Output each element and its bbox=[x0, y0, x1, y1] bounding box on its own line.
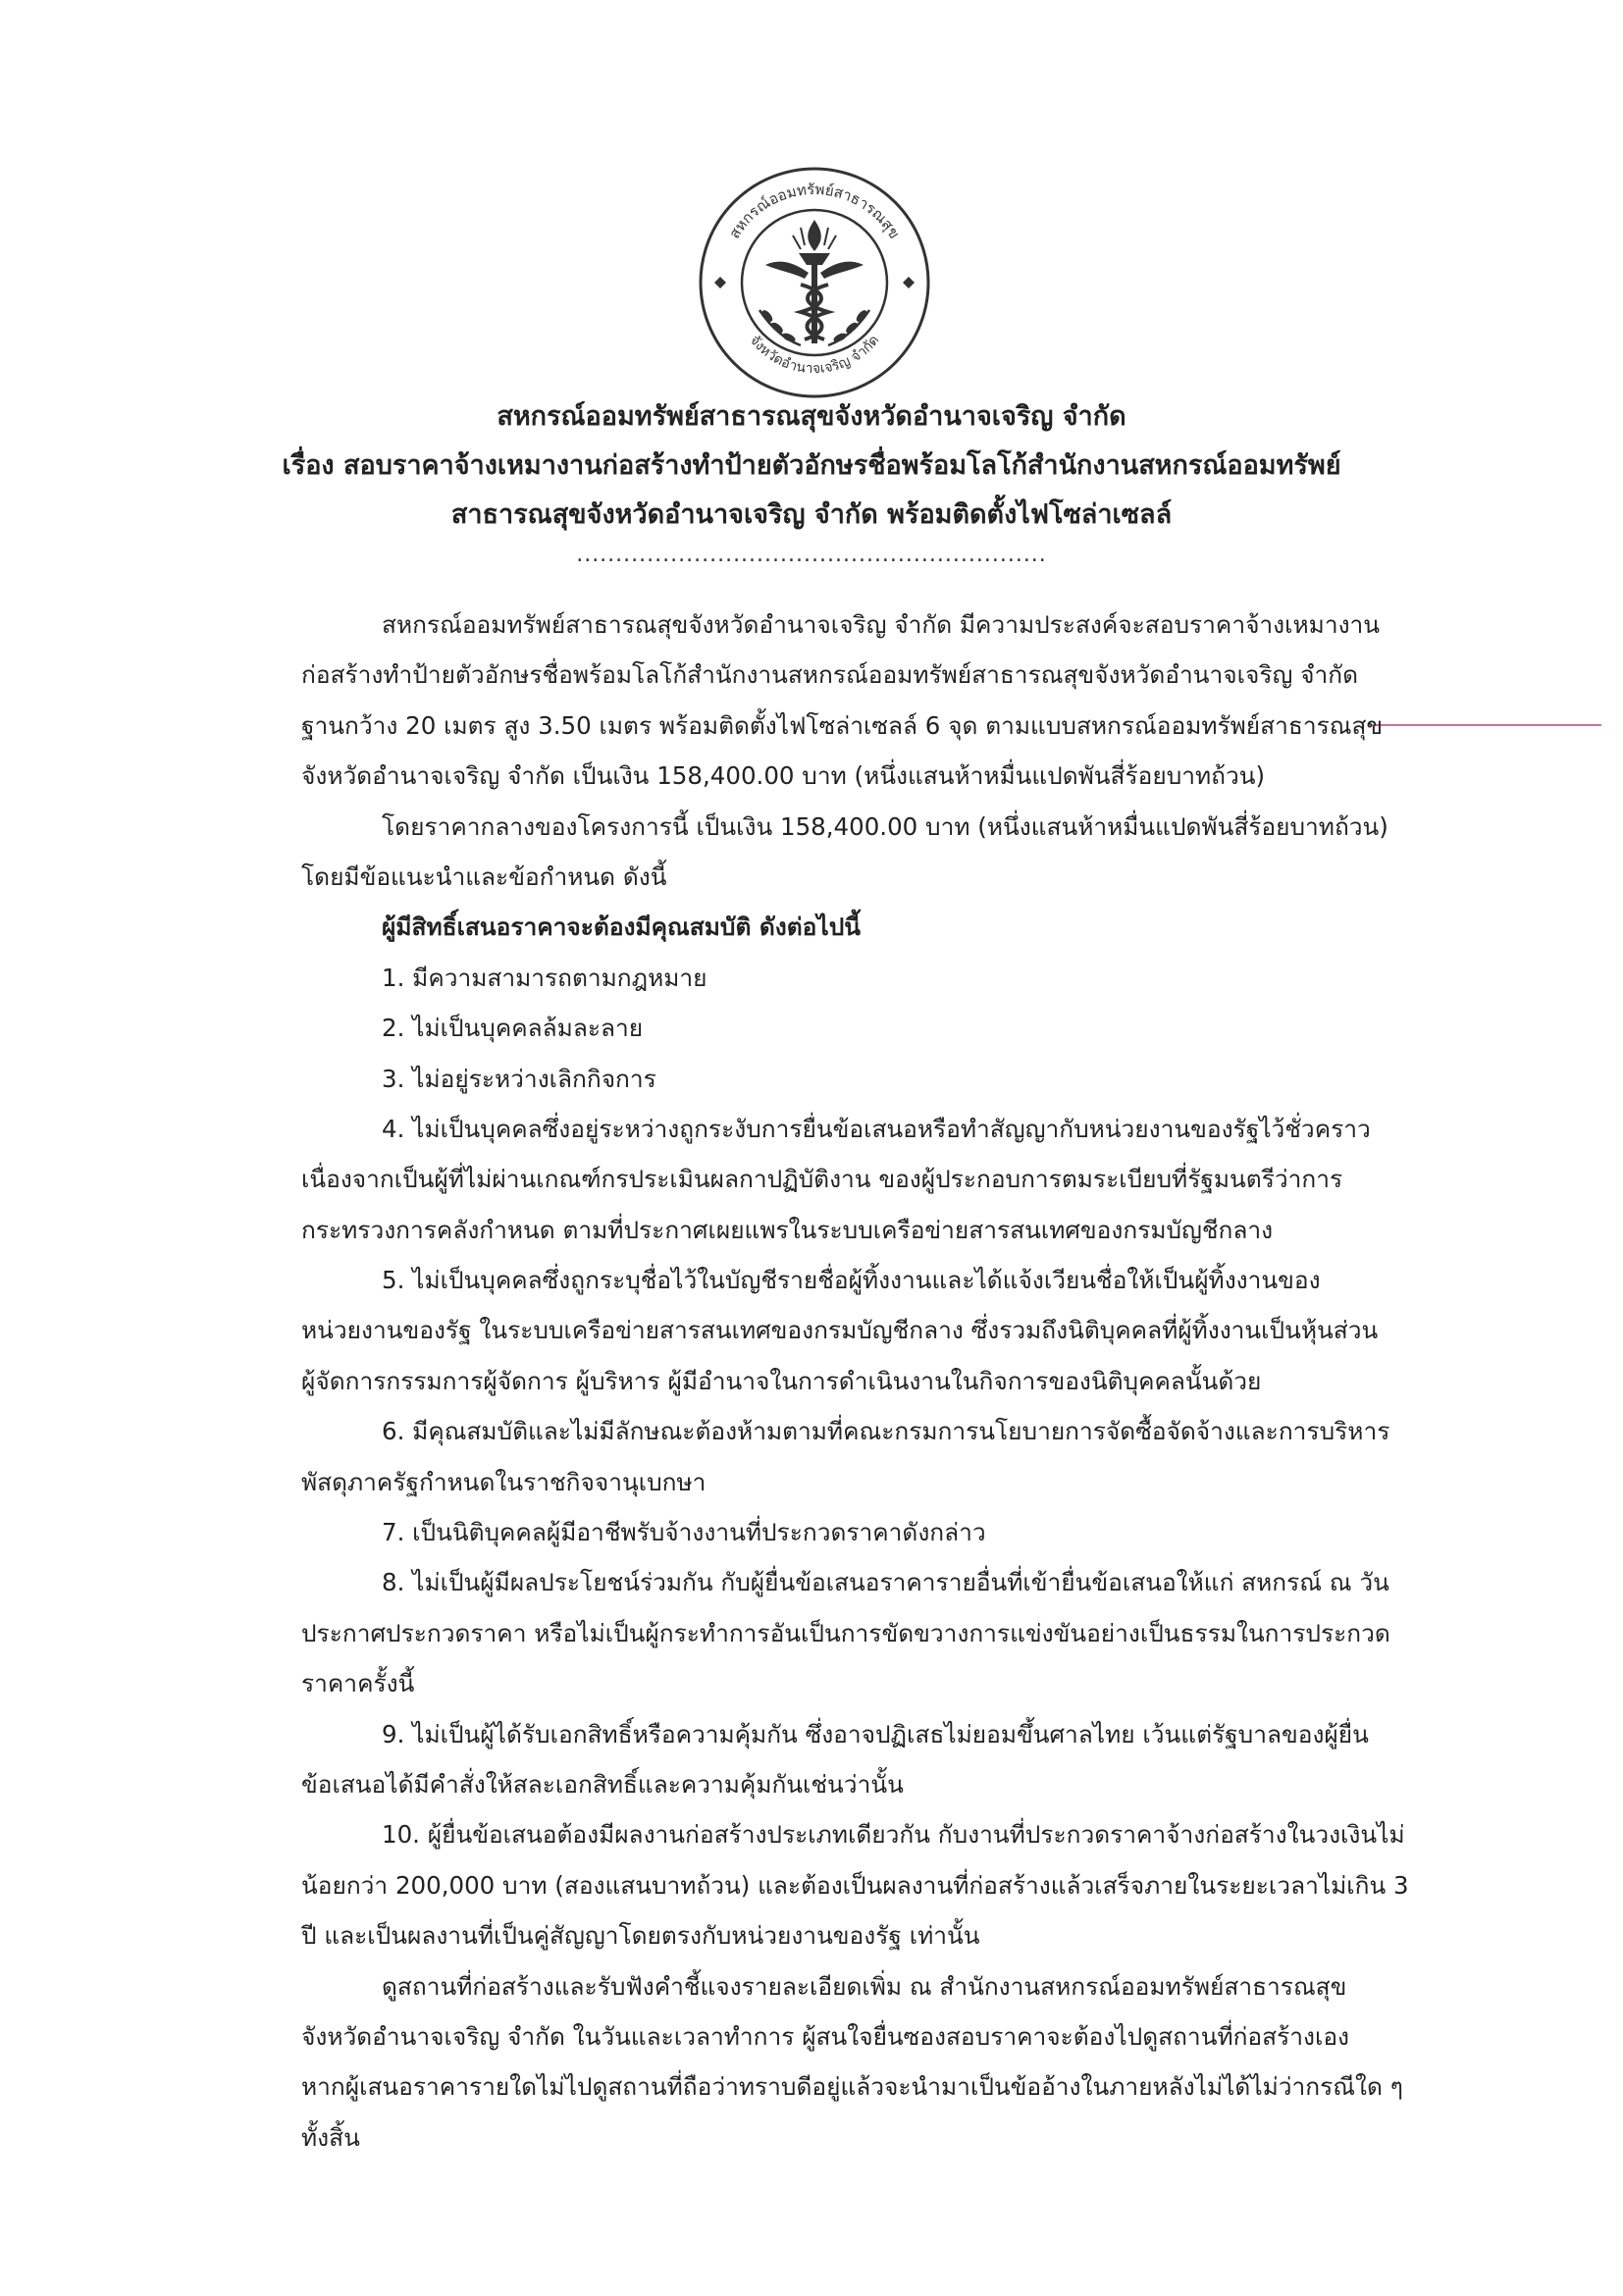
item-line: กระทรวงการคลังกำหนด ตามที่ประกาศเผยแพรในระบบเครือข่ายสารสนเทศของกรมบัญชีกลาง bbox=[301, 1215, 1274, 1244]
item-line: หน่วยงานของรัฐ ในระบบเครือข่ายสารสนเทศของกรมบัญชีกลาง ซึ่งรวมถึงนิติบุคคลที่ผู้ทิ้งงานเป็นหุ้นส่วน bbox=[301, 1316, 1379, 1345]
item-line: ราคาครั้งนี้ bbox=[301, 1669, 415, 1698]
median-price-line: โดยมีข้อแนะนำและข้อกำหนด ดังนี้ bbox=[301, 861, 667, 891]
intro-line: ฐานกว้าง 20 เมตร สูง 3.50 เมตร พร้อมติดตั้งไฟโซล่าเซลล์ 6 จุด ตามแบบสหกรณ์ออมทรัพย์สาธารณสุข bbox=[301, 710, 1384, 740]
title-separator: ............................................................ bbox=[576, 543, 1047, 567]
site-visit-line: ดูสถานที่ก่อสร้างและรับฟังคำชี้แจงรายละเอียดเพิ่ม ณ สำนักงานสหกรณ์ออมทรัพย์สาธารณสุข bbox=[382, 1971, 1347, 2001]
intro-line: จังหวัดอำนาจเจริญ จำกัด เป็นเงิน 158,400.00 บาท (หนึ่งแสนห้าหมื่นแปดพันสี่ร้อยบาทถ้วน) bbox=[301, 761, 1266, 791]
site-visit-paragraph bbox=[301, 1961, 1479, 2164]
title-line-3: สาธารณสุขจังหวัดอำนาจเจริญ จำกัด พร้อมติดตั้งไฟโซล่าเซลล์ bbox=[450, 499, 1173, 530]
qualification-item-9 bbox=[301, 1709, 1479, 1810]
item-line: ประกาศประกวดราคา หรือไม่เป็นผู้กระทำการอันเป็นการขัดขวางการแข่งขันอย่างเป็นธรรมในการประกวด bbox=[301, 1618, 1390, 1647]
qualification-item-4 bbox=[301, 1104, 1479, 1255]
seal-top-text: สหกรณ์ออมทรัพย์สาธารณสุข bbox=[725, 180, 904, 242]
site-visit-line: ทั้งสิ้น bbox=[301, 2122, 360, 2152]
item-line: ผู้จัดการกรรมการผู้จัดการ ผู้บริหาร ผู้มีอำนาจในการดำเนินงานในกิจการของนิติบุคคลนั้นด้วย bbox=[301, 1366, 1262, 1395]
median-price-paragraph bbox=[301, 802, 1479, 903]
item-line: 7. เป็นนิติบุคคลผู้มีอาชีพรับจ้างงานที่ประกวดราคาดังกล่าว bbox=[382, 1518, 986, 1547]
item-line: พัสดุภาครัฐกำหนดในราชกิจจานุเบกษา bbox=[301, 1467, 707, 1496]
item-line: 6. มีคุณสมบัติและไม่มีลักษณะต้องห้ามตามที่คณะกรมการนโยบายการจัดซื้อจัดจ้างและการบริหาร bbox=[382, 1417, 1390, 1446]
document-title-block bbox=[147, 392, 1476, 567]
item-line: 8. ไม่เป็นผู้มีผลประโยชน์ร่วมกัน กับผู้ยื่นข้อเสนอราคารายอื่นที่เข้ายื่นข้อเสนอให้แก่ สหกรณ์ ณ วัน bbox=[382, 1568, 1389, 1597]
site-visit-line: จังหวัดอำนาจเจริญ จำกัด ในวันและเวลาทำการ ผู้สนใจยื่นซองสอบราคาจะต้องไปดูสถานที่ก่อสร้างเอง bbox=[301, 2021, 1350, 2051]
qualification-item-10 bbox=[301, 1809, 1479, 1960]
qualification-item-3 bbox=[301, 1054, 1479, 1104]
qualifications-heading bbox=[301, 902, 1479, 952]
cooperative-seal bbox=[695, 163, 934, 402]
qualification-item-6 bbox=[301, 1406, 1479, 1507]
item-line: 10. ผู้ยื่นข้อเสนอต้องมีผลงานก่อสร้างประเภทเดียวกัน กับงานที่ประกวดราคาจ้างก่อสร้างในวงเงินไม่ bbox=[382, 1820, 1405, 1850]
item-line: 2. ไม่เป็นบุคคลล้มละลาย bbox=[382, 1014, 644, 1043]
item-line: เนื่องจากเป็นผู้ที่ไม่ผ่านเกณฑ์กรประเมินผลกาปฏิบัติงาน ของผู้ประกอบการตมระเบียบที่รัฐมนตรีว่าการ bbox=[301, 1165, 1343, 1194]
item-line: ข้อเสนอได้มีคำสั่งให้สละเอกสิทธิ์และความคุ้มกันเช่นว่านั้น bbox=[301, 1769, 904, 1799]
title-line-1: สหกรณ์ออมทรัพย์สาธารณสุขจังหวัดอำนาจเจริญ จำกัด bbox=[497, 401, 1126, 432]
item-line: 4. ไม่เป็นบุคคลซึ่งอยู่ระหว่างถูกระงับการยื่นข้อเสนอหรือทำสัญญากับหน่วยงานของรัฐไว้ชั่วคราว bbox=[382, 1114, 1371, 1143]
item-line: 9. ไม่เป็นผู้ได้รับเอกสิทธิ์หรือความคุ้มกัน ซึ่งอาจปฏิเสธไม่ยอมขึ้นศาลไทย เว้นแต่รัฐบาลของผู้ยื่น bbox=[382, 1719, 1369, 1748]
item-line: 1. มีความสามารถตามกฎหมาย bbox=[382, 963, 707, 992]
intro-line: ก่อสร้างทำป้ายตัวอักษรชื่อพร้อมโลโก้สำนักงานสหกรณ์ออมทรัพย์สาธารณสุขจังหวัดอำนาจเจริญ จำกัด bbox=[301, 660, 1359, 690]
qualifications-heading-text: ผู้มีสิทธิ์เสนอราคาจะต้องมีคุณสมบัติ ดังต่อไปนี้ bbox=[382, 913, 862, 942]
median-price-line: โดยราคากลางของโครงการนี้ เป็นเงิน 158,400.00 บาท (หนึ่งแสนห้าหมื่นแปดพันสี่ร้อยบาทถ้วน) bbox=[382, 811, 1388, 841]
item-line: 3. ไม่อยู่ระหว่างเลิกกิจการ bbox=[382, 1064, 656, 1093]
qualification-item-5 bbox=[301, 1255, 1479, 1406]
qualification-item-1 bbox=[301, 953, 1479, 1003]
qualification-item-2 bbox=[301, 1003, 1479, 1053]
caduceus-torch-emblem-icon bbox=[695, 163, 934, 402]
intro-paragraph bbox=[301, 600, 1479, 802]
qualification-item-8 bbox=[301, 1557, 1479, 1708]
site-visit-line: หากผู้เสนอราคารายใดไม่ไปดูสถานที่ถือว่าทราบดีอยู่แล้วจะนำมาเป็นข้ออ้างในภายหลังไม่ได้ไม่ว่ากรณีใด ๆ bbox=[301, 2072, 1403, 2102]
qualification-item-7 bbox=[301, 1507, 1479, 1557]
item-line: 5. ไม่เป็นบุคคลซึ่งถูกระบุชื่อไว้ในบัญชีรายชื่อผู้ทิ้งงานและได้แจ้งเวียนชื่อให้เป็นผู้ทิ้งงานของ bbox=[382, 1266, 1321, 1295]
document-body bbox=[301, 600, 1479, 2163]
title-line-2: เรื่อง สอบราคาจ้างเหมางานก่อสร้างทำป้ายตัวอักษรชื่อพร้อมโลโก้สำนักงานสหกรณ์ออมทรัพย์ bbox=[282, 450, 1341, 481]
seal-bottom-text: จังหวัดอำนาจเจริญ จำกัด bbox=[746, 332, 883, 378]
item-line: น้อยกว่า 200,000 บาท (สองแสนบาทถ้วน) และต้องเป็นผลงานที่ก่อสร้างแล้วเสร็จภายในระยะเวลาไม่เกิน 3 bbox=[301, 1870, 1409, 1900]
intro-line: สหกรณ์ออมทรัพย์สาธารณสุขจังหวัดอำนาจเจริญ จำกัด มีความประสงค์จะสอบราคาจ้างเหมางาน bbox=[382, 610, 1381, 639]
item-line: ปี และเป็นผลงานที่เป็นคู่สัญญาโดยตรงกับหน่วยงานของรัฐ เท่านั้น bbox=[301, 1921, 980, 1951]
